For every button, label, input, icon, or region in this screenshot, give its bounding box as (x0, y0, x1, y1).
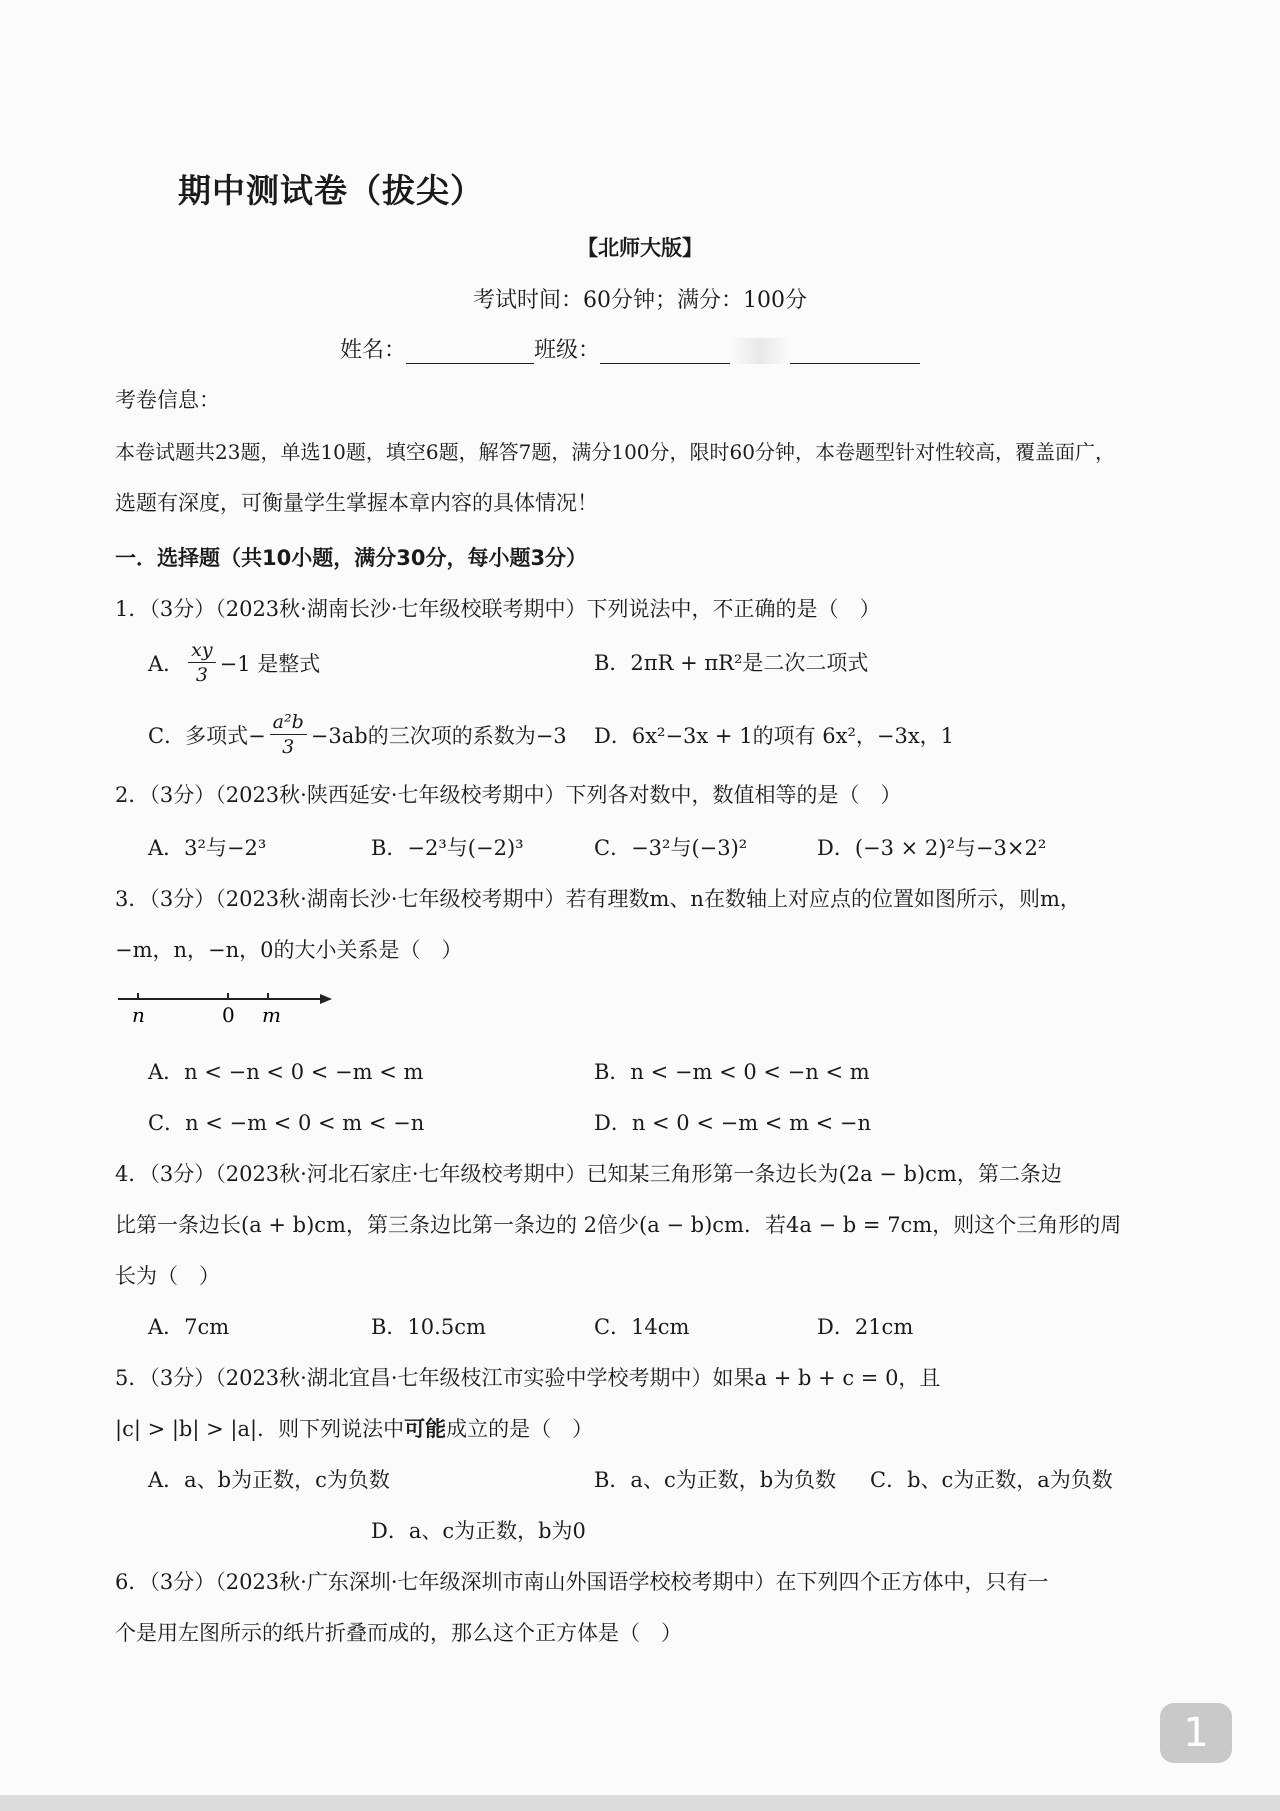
question-6-stem-2: 个是用左图所示的纸片折叠而成的，那么这个正方体是（ ） (115, 1621, 682, 1645)
question-3-stem-2: −m，n，−n，0的大小关系是（ ） (115, 938, 463, 962)
class-blank[interactable] (600, 337, 730, 364)
name-blank[interactable] (406, 337, 534, 364)
q4-option-c[interactable]: C．14cm (594, 1315, 690, 1339)
q1-a-label: A． (148, 651, 185, 676)
q5-stem-emphasis: 可能 (404, 1417, 447, 1441)
page-title: 期中测试卷（拔尖） (178, 171, 484, 210)
edition-label: 【北师大版】 (577, 236, 703, 260)
q5-option-c[interactable]: C．b、c为正数，a为负数 (870, 1468, 1113, 1492)
number-line-arrow (320, 994, 332, 1004)
class-label: 班级： (534, 338, 601, 363)
q4-option-a[interactable]: A．7cm (148, 1315, 230, 1339)
q5-option-a[interactable]: A．a、b为正数，c为负数 (148, 1468, 390, 1492)
question-4-stem-3: 长为（ ） (115, 1264, 220, 1288)
q2-option-b[interactable]: B．−2³与(−2)³ (371, 836, 524, 860)
question-3-stem-1: 3．（3分）（2023秋·湖南长沙·七年级校考期中）若有理数m、n在数轴上对应点的位置如图所示，则m， (115, 887, 1081, 911)
q5-stem-part-c: 成立的是（ ） (446, 1417, 594, 1441)
q3-option-a[interactable]: A．n < −n < 0 < −m < m (148, 1060, 424, 1084)
exam-time: 考试时间：60分钟；满分：100分 (473, 288, 807, 313)
question-1-stem: 1．（3分）（2023秋·湖南长沙·七年级校联考期中）下列说法中，不正确的是（ ） (115, 597, 881, 621)
blurred-region (730, 338, 790, 364)
q2-option-d[interactable]: D．(−3 × 2)²与−3×2² (817, 836, 1047, 860)
q5-option-d[interactable]: D．a、c为正数，b为0 (371, 1519, 586, 1543)
question-6-stem-1: 6．（3分）（2023秋·广东深圳·七年级深圳市南山外国语学校校考期中）在下列四个正方体中，只有一 (115, 1570, 1049, 1594)
q2-option-a[interactable]: A．3²与−2³ (148, 836, 267, 860)
name-class-line (340, 333, 920, 364)
question-5-stem-1: 5．（3分）（2023秋·湖北宜昌·七年级枝江市实验中学校考期中）如果a + b + c = 0，且 (115, 1366, 941, 1390)
question-2-stem: 2．（3分）（2023秋·陕西延安·七年级校考期中）下列各对数中，数值相等的是（ ） (115, 783, 902, 807)
q1-c-fraction (270, 710, 307, 759)
q4-option-b[interactable]: B．10.5cm (371, 1315, 486, 1339)
q1-option-a[interactable] (148, 638, 320, 687)
info-heading: 考卷信息： (115, 388, 220, 412)
q1-c-label: C．多项式− (148, 723, 266, 748)
page-number-badge[interactable]: 1 (1160, 1703, 1232, 1763)
q1-a-rest: −1 是整式 (219, 651, 321, 676)
q4-option-d[interactable]: D．21cm (817, 1315, 914, 1339)
bottom-bar (0, 1795, 1280, 1811)
q1-a-fraction (188, 638, 215, 687)
axis-label-m: m (262, 1003, 281, 1025)
q1-c-denominator: 3 (282, 736, 295, 758)
info-line-1: 本卷试题共23题，单选10题，填空6题，解答7题，满分100分，限时60分钟，本卷题型针对性较高，覆盖面广， (115, 440, 1115, 464)
q3-option-b[interactable]: B．n < −m < 0 < −n < m (594, 1060, 870, 1084)
q3-option-d[interactable]: D．n < 0 < −m < m < −n (594, 1111, 872, 1135)
question-5-stem-2 (115, 1413, 593, 1443)
extra-blank[interactable] (790, 337, 920, 364)
q5-option-b[interactable]: B．a、c为正数，b为负数 (594, 1468, 837, 1492)
q1-option-c[interactable] (148, 710, 567, 759)
number-line-figure (110, 985, 340, 1025)
axis-label-zero: 0 (222, 1003, 235, 1025)
section-heading: 一．选择题（共10小题，满分30分，每小题3分） (115, 546, 588, 570)
q1-a-numerator: xy (188, 638, 215, 663)
q1-c-rest: −3ab的三次项的系数为−3 (310, 723, 567, 748)
info-line-2: 选题有深度，可衡量学生掌握本章内容的具体情况！ (115, 491, 598, 515)
q2-option-c[interactable]: C．−3²与(−3)² (594, 836, 748, 860)
q1-option-b[interactable]: B．2πR + πR²是二次二项式 (594, 651, 869, 675)
name-label: 姓名： (340, 338, 407, 363)
q1-a-denominator: 3 (195, 664, 208, 686)
question-4-stem-2: 比第一条边长(a + b)cm，第三条边比第一条边的 2倍少(a − b)cm．若4a − b = 7cm，则这个三角形的周 (115, 1213, 1122, 1237)
q1-c-numerator: a²b (270, 710, 307, 735)
question-4-stem-1: 4．（3分）（2023秋·河北石家庄·七年级校考期中）已知某三角形第一条边长为(2a − b)cm，第二条边 (115, 1162, 1062, 1186)
q1-option-d[interactable]: D．6x²−3x + 1的项有 6x²，−3x，1 (594, 724, 955, 748)
axis-label-n: n (132, 1003, 145, 1025)
q5-stem-part-a: |c| > |b| > |a|．则下列说法中 (115, 1417, 405, 1441)
q3-option-c[interactable]: C．n < −m < 0 < m < −n (148, 1111, 425, 1135)
